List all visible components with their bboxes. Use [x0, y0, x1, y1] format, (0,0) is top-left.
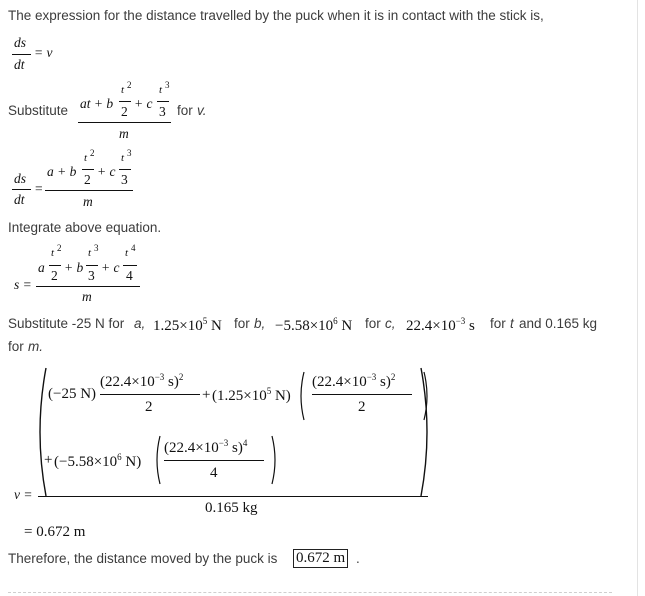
big-t3-power: 4 [242, 438, 248, 448]
big-term3-mantissa: (−5.58×10 [54, 454, 118, 470]
sub1-bar3 [157, 101, 169, 102]
big-term2 [212, 386, 291, 405]
big-main-bar [38, 496, 428, 497]
eq3-bar2 [49, 265, 61, 266]
eq2-plus-c: + c [97, 164, 116, 179]
big-term2-exp: 5 [266, 386, 272, 396]
eq2-bar2 [82, 169, 94, 170]
big-t2-den: 2 [358, 399, 366, 415]
eq2-equals: = [35, 181, 43, 196]
sub2-c-exponent: 6 [333, 316, 338, 326]
sub2-text-a: Substitute -25 N for [8, 316, 125, 331]
big-t1-den: 2 [145, 399, 153, 415]
eq3-e4: 4 [131, 243, 136, 253]
sub1-var-v: v. [197, 103, 207, 118]
eq3-e3: 3 [94, 243, 99, 253]
eq3-lhs: s = [14, 277, 32, 292]
page-border-right [637, 0, 638, 596]
big-t3-num [164, 438, 247, 457]
big-t2-num [312, 372, 395, 391]
eq3-bar4 [123, 265, 137, 266]
sub1-den: m [119, 126, 129, 141]
eq2-e2: 2 [90, 148, 95, 158]
eq2-lhs-den: dt [14, 192, 25, 207]
sub1-e3: 3 [165, 80, 170, 90]
conclusion-text: Therefore, the distance moved by the puck is [8, 551, 278, 566]
big-term3-exp: 6 [117, 452, 122, 462]
eq3-e2: 2 [57, 243, 62, 253]
big-den: 0.165 kg [205, 500, 258, 516]
eq2-t2: t [84, 152, 88, 164]
sub1-main-bar [78, 122, 171, 123]
sub1-t3: t [159, 84, 163, 96]
sub2-t-unit: s [465, 318, 475, 334]
big-t3-bar [164, 460, 264, 461]
eq2-main-bar [45, 190, 133, 191]
sub2-for-c: for [365, 316, 381, 331]
eq2-bar3 [119, 169, 131, 170]
sub1-d3: 3 [159, 104, 166, 119]
big-t3-num-mantissa: (22.4×10 [164, 440, 219, 456]
sub1-t2: t [121, 84, 125, 96]
sub2-c-unit: N [337, 318, 353, 334]
big-lhs: v = [14, 487, 33, 502]
sub1-at-b: at + b [80, 96, 114, 111]
eq1-rhs: = v [34, 45, 53, 60]
big-t1-num-mantissa: (22.4×10 [100, 374, 155, 390]
sub2-b-exponent: 5 [202, 316, 208, 326]
eq3-plus-c: + c [101, 260, 120, 275]
eq2-d3: 3 [121, 172, 128, 187]
big-plus2: + [44, 452, 53, 468]
big-term3-unit: N) [121, 454, 142, 470]
eq3-bar3 [86, 265, 98, 266]
sub1-bar2 [119, 101, 131, 102]
big-t1-unit: s) [164, 374, 179, 390]
eq3-t3: t [88, 247, 92, 259]
sub1-prefix: Substitute [8, 103, 69, 118]
sub2-b-mantissa: 1.25×10 [153, 318, 203, 334]
sub2-var-c: c, [385, 316, 396, 331]
eq3-t4: t [125, 247, 129, 259]
big-t1-bar [100, 394, 200, 395]
big-t3-exp: −3 [218, 438, 229, 448]
sub2-b-unit: N [207, 318, 222, 334]
big-t2-num-mantissa: (22.4×10 [312, 374, 367, 390]
big-t1-exp: −3 [154, 372, 165, 382]
sub2-and-mass: and 0.165 kg [519, 316, 598, 331]
sub1-d2: 2 [121, 104, 128, 119]
intro-text: The expression for the distance travelled by the puck when it is in contact with the stick is, [8, 8, 544, 23]
eq3-d4: 4 [126, 268, 133, 283]
sub1-plus-c: + c [134, 96, 153, 111]
sub2-c-mantissa: −5.58×10 [275, 318, 334, 334]
integrate-text: Integrate above equation. [8, 220, 162, 235]
sub2-var-m: m. [28, 339, 43, 354]
sub2-for-t: for [490, 316, 506, 331]
eq2-den: m [83, 194, 93, 209]
eq2-d2: 2 [84, 172, 91, 187]
big-t1-power: 2 [178, 372, 184, 382]
big-term3 [54, 452, 141, 471]
sub2-t-mantissa: 22.4×10 [406, 318, 456, 334]
big-t3-den: 4 [210, 465, 218, 481]
eq3-d3: 3 [88, 268, 95, 283]
sub2-c-value [275, 316, 352, 335]
eq1-numerator: ds [14, 35, 27, 50]
eq2-lhs-num: ds [14, 171, 27, 186]
eq3-main-bar [36, 286, 140, 287]
eq2-a-b: a + b [47, 164, 77, 179]
sub2-t-exponent: −3 [455, 316, 466, 326]
eq2-e3: 3 [127, 148, 132, 158]
sub1-suffix: for [177, 103, 193, 118]
conclusion-period: . [356, 551, 360, 566]
sub2-b-value [153, 316, 222, 335]
sub2-var-t: t [510, 316, 514, 331]
big-t2-exp: −3 [366, 372, 377, 382]
eq2-t3: t [121, 152, 125, 164]
eq3-a: a [38, 260, 45, 275]
sub2-var-a: a, [134, 316, 146, 331]
big-plus1: + [202, 387, 211, 403]
eq3-den: m [82, 289, 92, 304]
result-equation: = 0.672 m [24, 524, 86, 540]
big-t1-num [100, 372, 183, 391]
big-term2-unit: N) [271, 388, 291, 404]
eq2-lhs-bar [12, 189, 31, 190]
big-t2-bar [312, 394, 412, 395]
sub2-for-b: for [234, 316, 250, 331]
big-term1: (−25 N) [48, 386, 97, 402]
big-t2-power: 2 [390, 372, 396, 382]
big-term2-mantissa: (1.25×10 [212, 388, 267, 404]
eq3-d2: 2 [51, 268, 58, 283]
big-t2-unit: s) [376, 374, 391, 390]
sub2-t-value [406, 316, 475, 335]
eq1-fraction-bar [12, 54, 31, 55]
eq3-plus-b: + b [64, 260, 84, 275]
bottom-divider [8, 592, 612, 593]
sub2-line2-for: for [8, 339, 24, 354]
sub2-var-b: b, [254, 316, 266, 331]
eq3-t2: t [51, 247, 55, 259]
big-t3-unit: s) [228, 440, 243, 456]
sub1-e2: 2 [127, 80, 132, 90]
final-answer-box: 0.672 m [293, 549, 348, 568]
eq1-denominator: dt [14, 57, 25, 72]
